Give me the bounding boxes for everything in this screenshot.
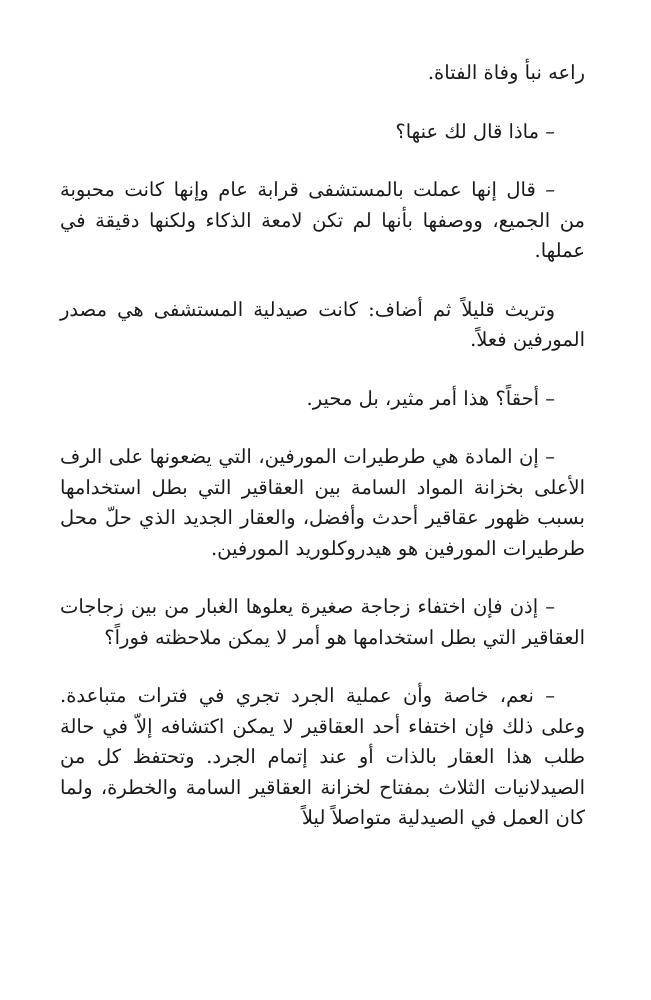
paragraph-3: – قال إنها عملت بالمستشفى قرابة عام وإنها كانت محبوبة من الجميع، ووصفها بأنها لم تكن لامعة الذكاء ولكنها دقيقة في عملها. — [60, 178, 585, 262]
paragraph-6: – إن المادة هي طرطيرات المورفين، التي يضعونها على الرف الأعلى بخزانة المواد السامة بين العقاقير التي بطل استخدامها بسبب ظهور عقاقير أحدث وأفضل، والعقار الجديد الذي حلّ محل طرطيرات المورفين هو هيدروكلوريد المورفين. — [60, 445, 585, 560]
paragraph-2: – ماذا قال لك عنها؟ — [395, 119, 555, 143]
paragraph-4: وتريث قليلاً ثم أضاف: كانت صيدلية المستشفى هي مصدر المورفين فعلاً. — [60, 297, 585, 351]
paragraph-8: – نعم، خاصة وأن عملية الجرد تجري في فترات متباعدة. وعلى ذلك فإن اختفاء أحد العقاقير لا يمكن اكتشافه إلاّ في حالة طلب هذا العقار بالذات أو عند إتمام الجرد. وتحتفظ كل من الصيدلانيات الثلاث بمفتاح لخزانة العقاقير السامة والخطرة، ولما كان العمل في الصيدلية متواصلاً ليلاً — [60, 684, 585, 829]
paragraph-5: – أحقاً؟ هذا أمر مثير، بل محير. — [306, 386, 555, 410]
book-page — [60, 58, 585, 834]
paragraph-1: راعه نبأ وفاة الفتاة. — [427, 61, 585, 84]
paragraph-7: – إذن فإن اختفاء زجاجة صغيرة يعلوها الغبار من بين زجاجات العقاقير التي بطل استخدامها هو أمر لا يمكن ملاحظته فوراً؟ — [60, 595, 585, 649]
